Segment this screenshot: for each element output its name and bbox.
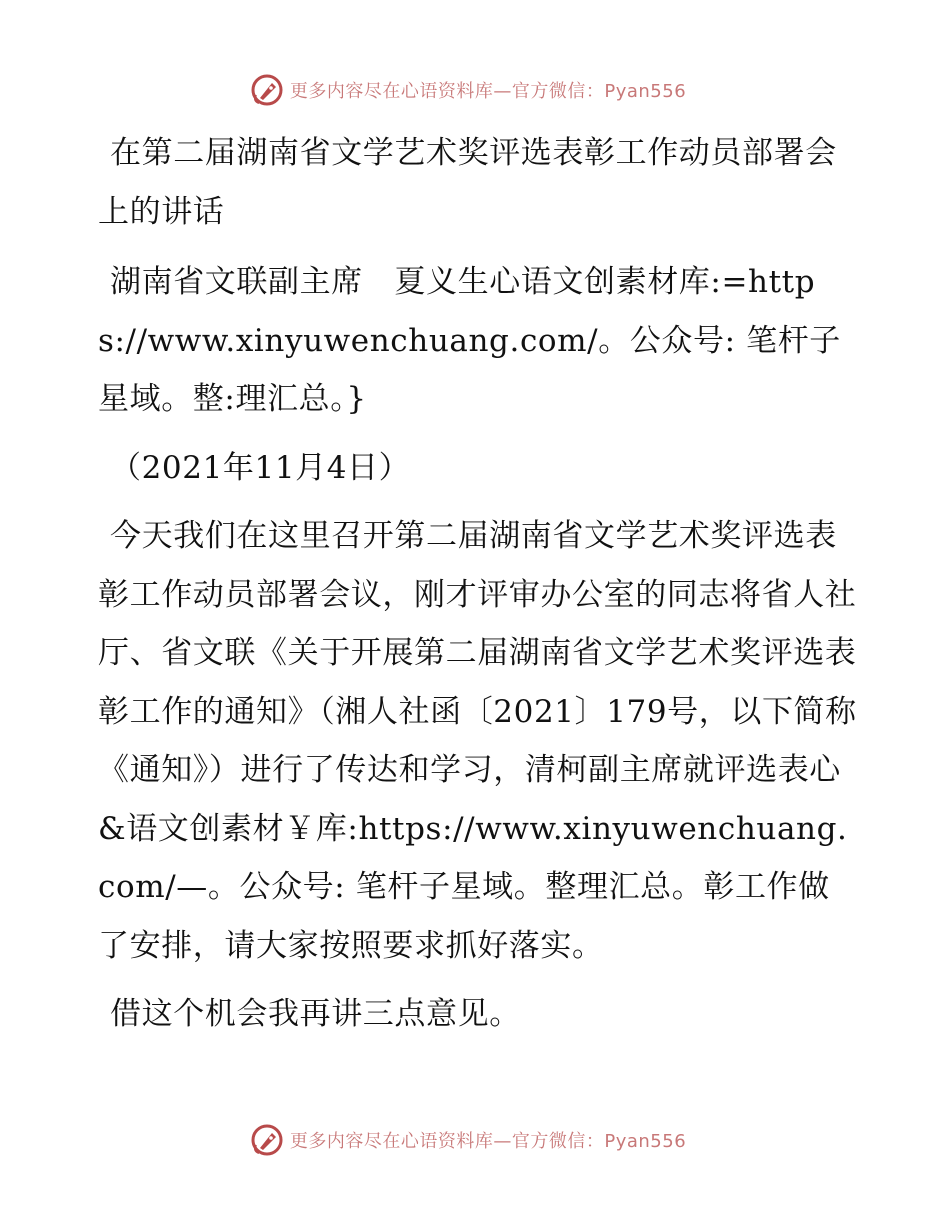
document-paragraph-1: 今天我们在这里召开第二届湖南省文学艺术奖评选表彰工作动员部署会议，刚才评审办公室的同志将省人社厅、省文联《关于开展第二届湖南省文学艺术奖评选表彰工作的通知》（湘人社函〔2021〕179号，以下简称《通知》）进行了传达和学习，清柯副主席就评选表心&语文创素材￥库:https://www.xinyuwenchuang.com/—。公众号: 笔杆子星域。整理汇总。彰工作做了安排，请大家按照要求抓好落实。 [98,518,857,964]
header-watermark-inner [250,73,686,107]
document-date: （2021年11月4日） [110,449,411,486]
document-byline: 湖南省文联副主席 夏义生心语文创素材库:=https://www.xinyuwenchuang.com/。公众号: 笔杆子星域。整:理汇总。} [98,264,841,417]
footer-watermark-text: 更多内容尽在心语资料库—官方微信：Pyan556 [289,1131,687,1152]
document-paragraph-2: 借这个机会我再讲三点意见。 [110,996,521,1032]
footer-watermark-inner [250,1123,686,1157]
header-watermark-text: 更多内容尽在心语资料库—官方微信：Pyan556 [289,81,687,102]
pen-nib-logo-icon [250,1123,284,1157]
pen-nib-logo-icon [250,73,284,107]
document-title: 在第二届湖南省文学艺术奖评选表彰工作动员部署会上的讲话 [98,135,837,230]
footer-watermark-banner [0,1120,950,1160]
header-watermark-banner [0,70,950,110]
document-body [98,124,858,1044]
